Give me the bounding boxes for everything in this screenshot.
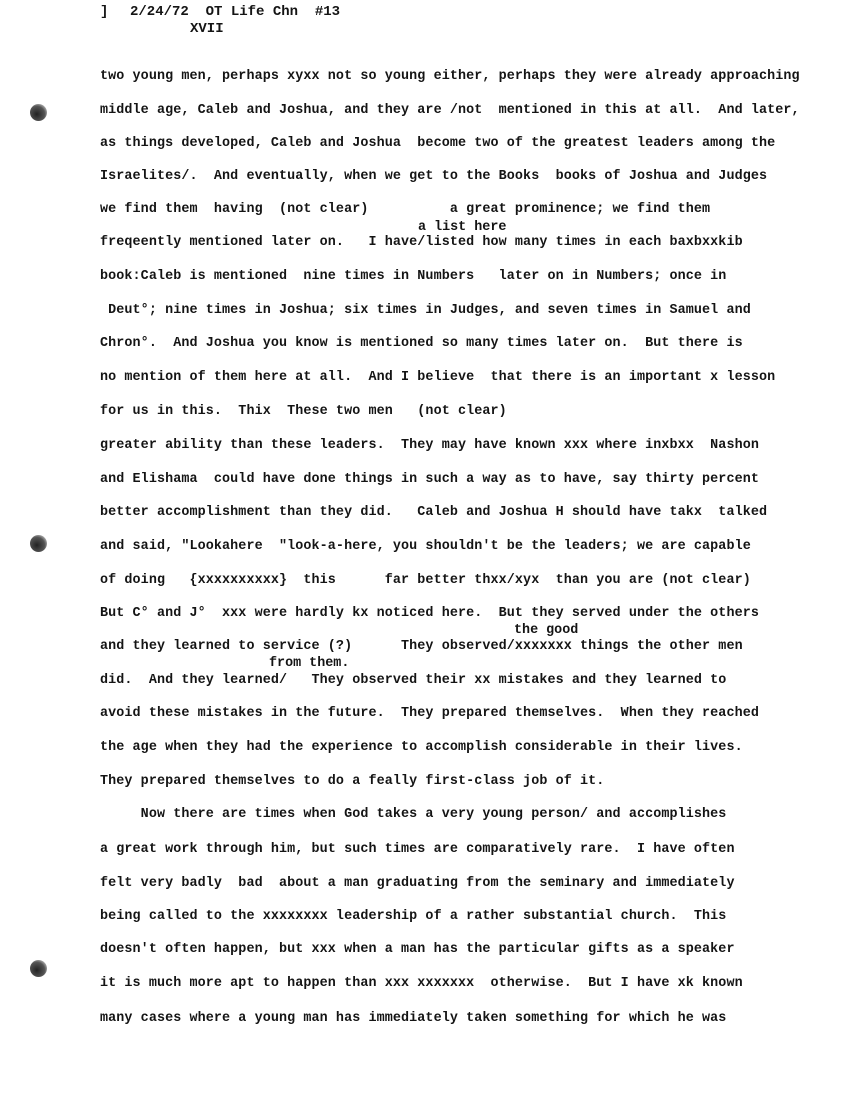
- text-line: better accomplishment than they did. Caleb and Joshua H should have takx talked: [100, 505, 768, 520]
- text-line: Israelites/. And eventually, when we get to the Books books of Joshua and Judges: [100, 169, 768, 184]
- text-line: Deut°; nine times in Joshua; six times in Judges, and seven times in Samuel and: [100, 303, 751, 318]
- header-section-numeral: XVII: [190, 21, 224, 37]
- text-line: two young men, perhaps xyxx not so young either, perhaps they were already approaching: [100, 69, 800, 84]
- text-line: avoid these mistakes in the future. They prepared themselves. When they reached: [100, 706, 759, 721]
- text-line: being called to the xxxxxxxx leadership of a rather substantial church. This: [100, 909, 727, 924]
- binder-hole-middle: [30, 535, 47, 552]
- insertion-the-good: the good: [514, 623, 579, 638]
- text-line: for us in this. Thix These two men (not clear): [100, 404, 507, 419]
- text-line: Chron°. And Joshua you know is mentioned so many times later on. But there is: [100, 336, 743, 351]
- text-line: freqeently mentioned later on. I have/listed how many times in each baxbxxkib: [100, 235, 743, 250]
- binder-hole-bottom: [30, 960, 47, 977]
- text-line: many cases where a young man has immediately taken something for which he was: [100, 1011, 727, 1026]
- text-line: But C° and J° xxx were hardly kx noticed here. But they served under the others: [100, 606, 759, 621]
- text-line: doesn't often happen, but xxx when a man has the particular gifts as a speaker: [100, 942, 735, 957]
- header-date-title: 2/24/72 OT Life Chn #13: [130, 4, 341, 20]
- header-bracket: ]: [100, 4, 109, 20]
- text-line: and Elishama could have done things in such a way as to have, say thirty percent: [100, 472, 759, 487]
- text-line: Now there are times when God takes a very young person/ and accomplishes: [100, 807, 727, 822]
- text-line: the age when they had the experience to accomplish considerable in their lives.: [100, 740, 743, 755]
- text-line: and said, "Lookahere "look-a-here, you shouldn't be the leaders; we are capable: [100, 539, 751, 554]
- text-line: middle age, Caleb and Joshua, and they are /not mentioned in this at all. And later,: [100, 103, 800, 118]
- text-line: did. And they learned/ They observed their xx mistakes and they learned to: [100, 673, 727, 688]
- text-line: felt very badly bad about a man graduating from the seminary and immediately: [100, 876, 735, 891]
- text-line: a great work through him, but such times are comparatively rare. I have often: [100, 842, 735, 857]
- text-line: of doing {xxxxxxxxxx} this far better thxx/xyx than you are (not clear): [100, 573, 751, 588]
- binder-hole-top: [30, 104, 47, 121]
- text-line: They prepared themselves to do a feally first-class job of it.: [100, 774, 605, 789]
- text-line: no mention of them here at all. And I believe that there is an important x lesson: [100, 370, 776, 385]
- text-line: we find them having (not clear) a great prominence; we find them: [100, 202, 711, 217]
- text-line: as things developed, Caleb and Joshua become two of the greatest leaders among the: [100, 136, 776, 151]
- text-line: and they learned to service (?) They observed/xxxxxxx things the other men: [100, 639, 743, 654]
- insertion-from-them: from them.: [269, 656, 350, 671]
- text-line: book:Caleb is mentioned nine times in Numbers later on in Numbers; once in: [100, 269, 727, 284]
- text-line: it is much more apt to happen than xxx xxxxxxx otherwise. But I have xk known: [100, 976, 743, 991]
- insertion-list-here: a list here: [418, 220, 507, 235]
- text-line: greater ability than these leaders. They may have known xxx where inxbxx Nashon: [100, 438, 759, 453]
